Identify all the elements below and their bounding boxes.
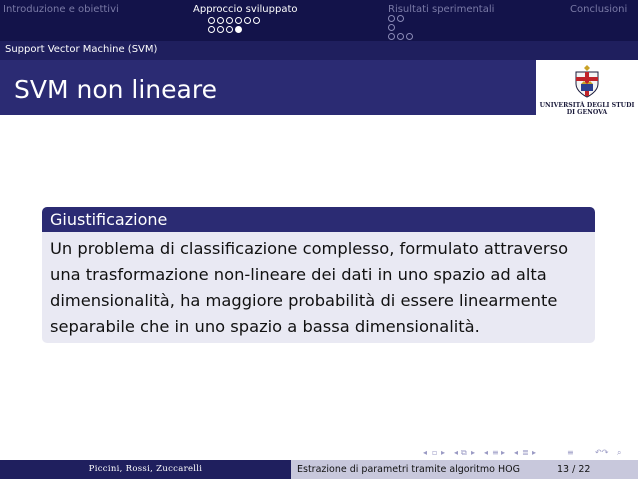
section-navigation-bar [0, 0, 638, 41]
block-header [42, 207, 595, 232]
frame-dot[interactable] [235, 17, 242, 24]
footer-authors-panel [0, 460, 291, 479]
block-body [42, 232, 595, 343]
page-number: 13 / 22 [557, 464, 591, 475]
prev-frame-icon[interactable]: ◂ [454, 448, 459, 457]
appendix-icon[interactable]: ≡ [567, 448, 574, 457]
footer-presentation-title: Estrazione di parametri tramite algoritmo HOG [297, 464, 520, 475]
frame-dot[interactable] [388, 33, 395, 40]
frame-dot[interactable] [226, 17, 233, 24]
frame-dot[interactable] [226, 26, 233, 33]
frame-dot[interactable] [397, 15, 404, 22]
prev-section-icon[interactable]: ◂ [514, 448, 519, 457]
frame-dot[interactable] [208, 17, 215, 24]
slide-icon[interactable]: ▫ [432, 448, 438, 457]
university-logo [536, 60, 638, 117]
nav-section-introduzione[interactable]: Introduzione e obiettivi [3, 4, 119, 15]
coat-of-arms-icon [572, 64, 602, 98]
frame-dot[interactable] [406, 33, 413, 40]
logo-line-1: UNIVERSITÀ DEGLI STUDI [539, 102, 635, 109]
next-slide-icon[interactable]: ▸ [441, 448, 446, 457]
current-frame-dot[interactable] [235, 26, 242, 33]
frame-title: SVM non lineare [14, 75, 217, 104]
frame-dot[interactable] [388, 15, 395, 22]
frame-dot[interactable] [397, 33, 404, 40]
next-frame-icon[interactable]: ▸ [471, 448, 476, 457]
block-text: Un problema di classificazione complesso, formulato attraverso una trasformazione non-lineare dei dati in uno spazio ad alta dimensionalità, ha maggiore probabilità di essere linearmente separabile che in uno spazio a bassa dimensionalità. [50, 239, 569, 336]
block-title: Giustificazione [50, 210, 168, 229]
footer-authors: Piccini, Rossi, Zuccarelli [88, 464, 203, 474]
nav-section-approccio[interactable]: Approccio sviluppato [193, 4, 298, 15]
section-icon[interactable]: ≣ [522, 448, 529, 457]
frame-icon[interactable]: ⧉ [461, 448, 467, 457]
justification-block [42, 207, 595, 343]
next-subsection-icon[interactable]: ▸ [501, 448, 506, 457]
logo-line-2: DI GENOVA [566, 109, 608, 116]
prev-slide-icon[interactable]: ◂ [423, 448, 428, 457]
footer [0, 460, 638, 479]
prev-subsection-icon[interactable]: ◂ [484, 448, 489, 457]
frame-dot[interactable] [388, 24, 395, 31]
zoom-search-icon[interactable]: ⌕ [617, 448, 622, 457]
subsection-icon[interactable]: ≡ [492, 448, 499, 457]
subsection-title: Support Vector Machine (SVM) [5, 44, 158, 55]
frame-dot[interactable] [217, 17, 224, 24]
frame-dot[interactable] [244, 17, 251, 24]
frame-dot[interactable] [253, 17, 260, 24]
frame-dot[interactable] [217, 26, 224, 33]
frame-dot[interactable] [208, 26, 215, 33]
search-back-forward-icon[interactable]: ↶↷ [595, 448, 609, 457]
nav-section-risultati[interactable]: Risultati sperimentali [388, 4, 495, 15]
nav-section-conclusioni[interactable]: Conclusioni [570, 4, 628, 15]
subsection-bar [0, 41, 638, 60]
next-section-icon[interactable]: ▸ [532, 448, 537, 457]
